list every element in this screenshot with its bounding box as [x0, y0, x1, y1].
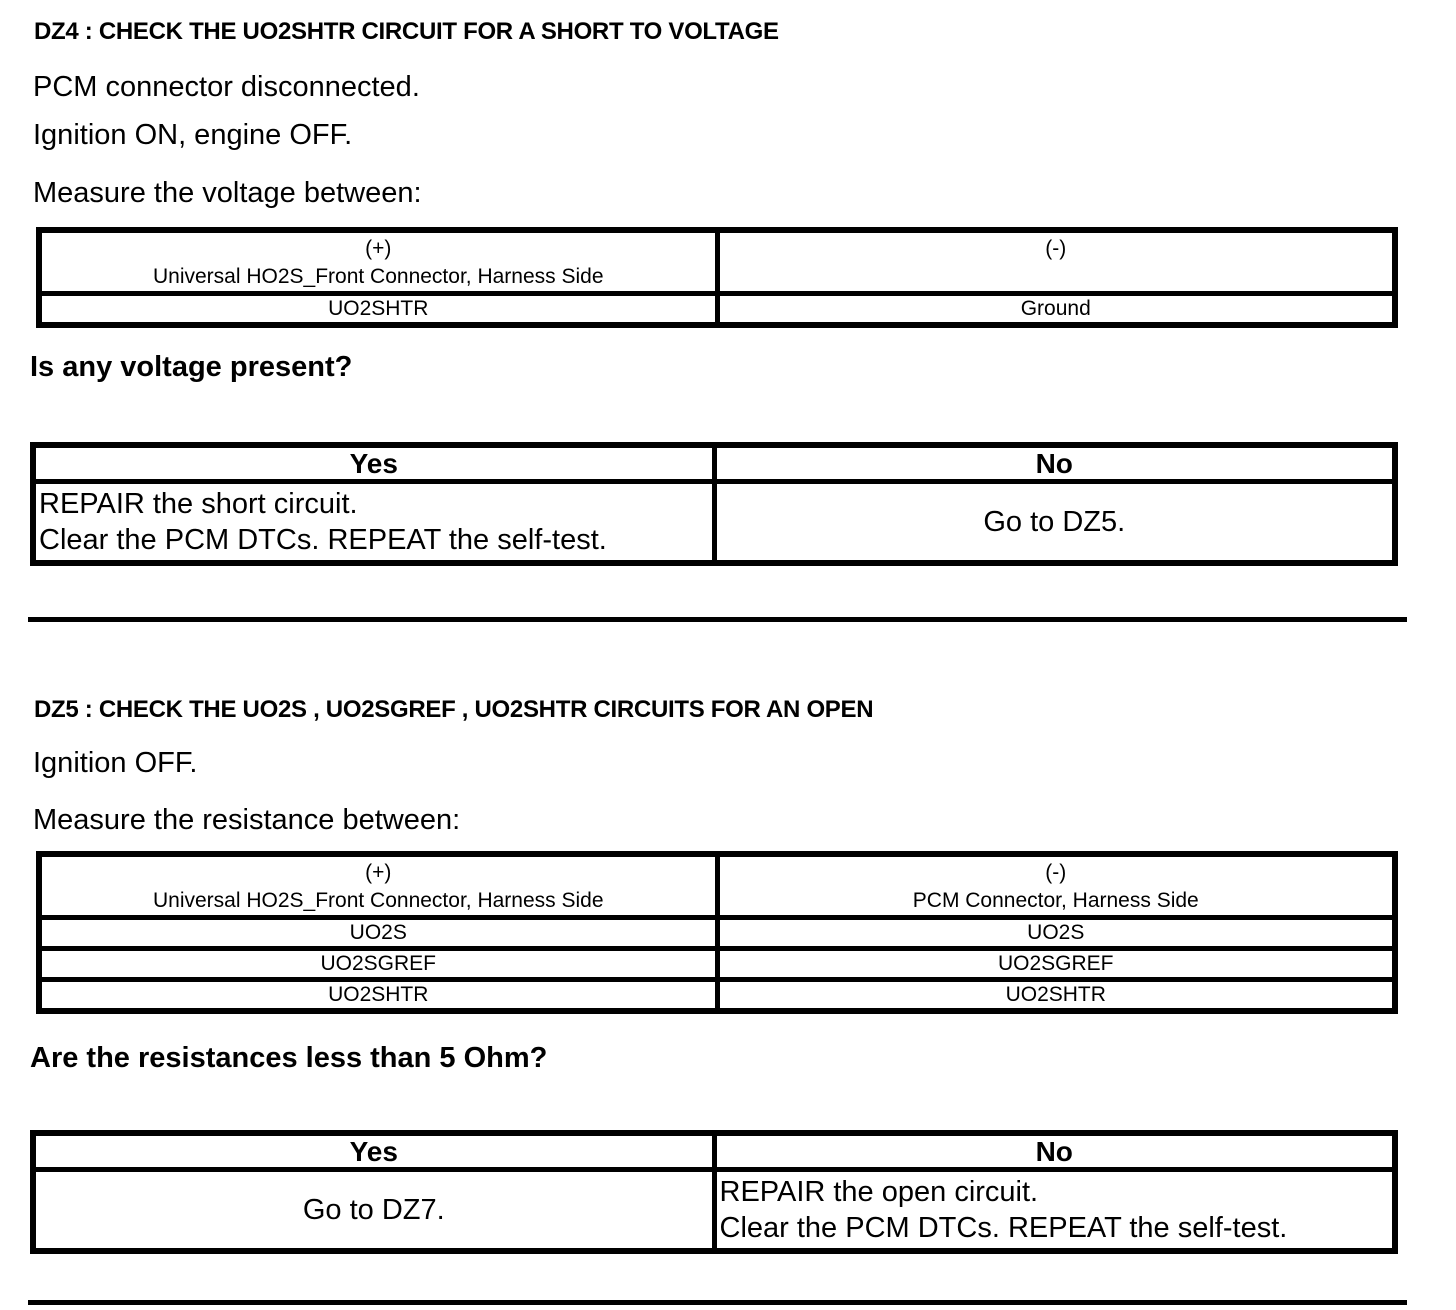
dz5-measurement-table-header-row [39, 854, 1395, 918]
section-divider-rule [28, 1300, 1407, 1305]
minus-sign-label: (-) [1045, 237, 1067, 260]
dz4-question: Is any voltage present? [30, 351, 353, 383]
plus-sign-label: (+) [365, 237, 392, 260]
dz5-step-heading: DZ5 : CHECK THE UO2S , UO2SGREF , UO2SHTR CIRCUITS FOR AN OPEN [34, 696, 874, 723]
dz5-instruction-ignition: Ignition OFF. [33, 747, 198, 779]
dz5-plus-pin-cell: UO2S [39, 918, 717, 949]
dz4-no-action-cell [714, 482, 1395, 564]
dz5-minus-pin-cell: UO2S [717, 918, 1395, 949]
dz4-instruction-pcm-disconnected: PCM connector disconnected. [33, 71, 420, 103]
no-column-header: No [714, 1133, 1395, 1170]
dz5-plus-header-cell [39, 854, 717, 918]
table-row [33, 482, 1395, 564]
no-action-line: REPAIR the open circuit. [719, 1176, 1039, 1208]
dz5-measurement-table [36, 851, 1398, 1014]
dz5-yes-action-cell [33, 1170, 714, 1252]
minus-connector-label: PCM Connector, Harness Side [912, 889, 1199, 912]
dz5-plus-pin-cell: UO2SGREF [39, 949, 717, 980]
plus-sign-label: (+) [365, 861, 392, 884]
table-row [39, 980, 1395, 1012]
dz5-minus-pin-cell: UO2SGREF [717, 949, 1395, 980]
dz4-plus-header-cell [39, 230, 717, 294]
dz5-question: Are the resistances less than 5 Ohm? [30, 1042, 548, 1074]
dz5-decision-table [30, 1130, 1398, 1254]
dz4-yes-action-cell [33, 482, 714, 564]
dz5-minus-pin-cell: UO2SHTR [717, 980, 1395, 1012]
yes-column-header: Yes [33, 445, 714, 482]
dz4-measurement-table-header-row [39, 230, 1395, 294]
dz5-minus-header-cell [717, 854, 1395, 918]
no-column-header: No [714, 445, 1395, 482]
no-action-line: Clear the PCM DTCs. REPEAT the self-test. [719, 1212, 1288, 1244]
plus-connector-label: Universal HO2S_Front Connector, Harness Side [152, 265, 604, 288]
pinpoint-test-dz5-section [30, 696, 1407, 1254]
dz4-minus-pin-cell: Ground [717, 294, 1395, 326]
yes-column-header: Yes [33, 1133, 714, 1170]
dz5-measure-instruction: Measure the resistance between: [33, 804, 461, 836]
dz5-plus-pin-cell: UO2SHTR [39, 980, 717, 1012]
dz4-minus-header-cell [717, 230, 1395, 294]
no-action-line: Go to DZ5. [983, 506, 1126, 538]
table-row [39, 918, 1395, 949]
dz5-no-action-cell [714, 1170, 1395, 1252]
section-divider-rule [28, 617, 1407, 622]
pinpoint-test-dz4-section [30, 18, 1407, 566]
dz4-measurement-table [36, 227, 1398, 328]
dz4-plus-pin-cell: UO2SHTR [39, 294, 717, 326]
plus-connector-label: Universal HO2S_Front Connector, Harness Side [152, 889, 604, 912]
dz5-decision-header-row [33, 1133, 1395, 1170]
dz4-measure-instruction: Measure the voltage between: [33, 177, 422, 209]
table-row [39, 949, 1395, 980]
yes-action-line: Clear the PCM DTCs. REPEAT the self-test. [39, 524, 607, 556]
yes-action-line: REPAIR the short circuit. [39, 488, 358, 520]
table-row [33, 1170, 1395, 1252]
dz4-decision-header-row [33, 445, 1395, 482]
table-row [39, 294, 1395, 326]
minus-sign-label: (-) [1045, 861, 1067, 884]
yes-action-line: Go to DZ7. [302, 1194, 445, 1226]
dz4-decision-table [30, 442, 1398, 566]
dz4-step-heading: DZ4 : CHECK THE UO2SHTR CIRCUIT FOR A SHORT TO VOLTAGE [34, 18, 779, 45]
dz4-instruction-ignition: Ignition ON, engine OFF. [33, 119, 353, 151]
